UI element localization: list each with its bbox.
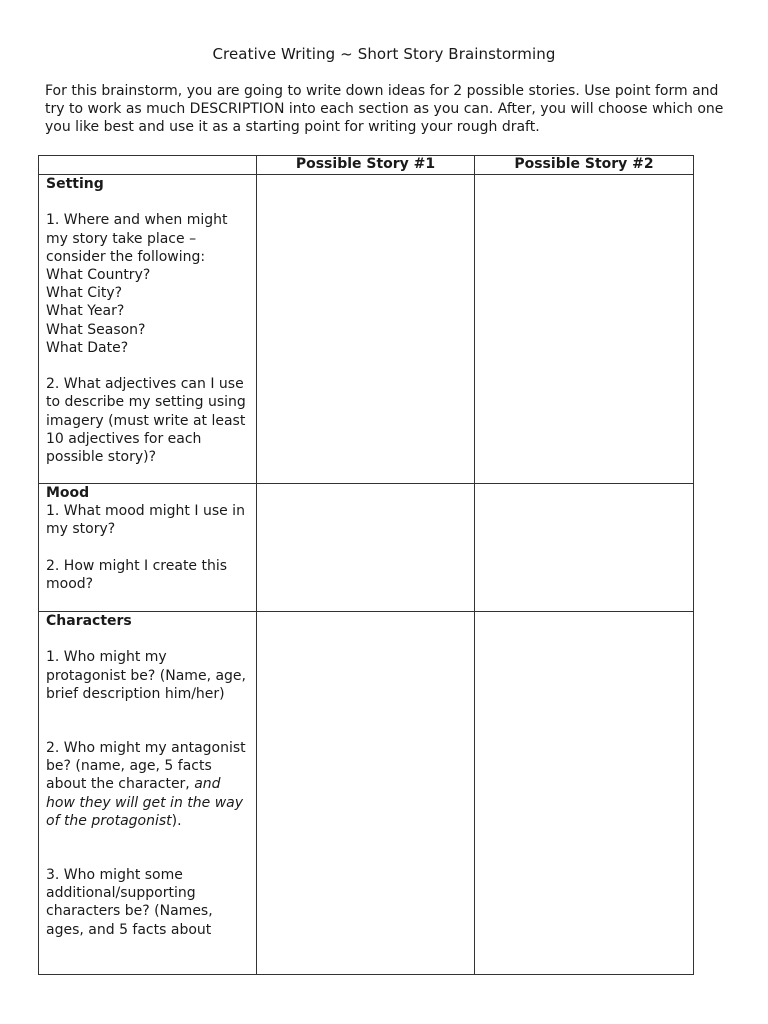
header-story-2: Possible Story #2	[475, 156, 694, 175]
mood-question-1: 1. What mood might I use in my story?	[46, 503, 245, 538]
brainstorm-table	[38, 155, 694, 975]
setting-list-item: What Season?	[46, 321, 146, 338]
mood-questions	[39, 484, 257, 612]
characters-question-2-italic: and how they will get in the way of the protagonist	[46, 776, 244, 829]
setting-question-2: 2. What adjectives can I use to describe my setting using imagery (must write at least 10 adjectives for each possible story)?	[46, 376, 246, 466]
table-header-row	[39, 156, 694, 175]
setting-question-1: 1. Where and when might my story take place – consider the following:	[46, 212, 228, 265]
document-title: Creative Writing ~ Short Story Brainstorming	[212, 45, 556, 63]
setting-row	[39, 175, 694, 484]
setting-list-item: What Country?	[46, 267, 151, 283]
intro-paragraph: For this brainstorm, you are going to write down ideas for 2 possible stories. Use point form and try to work as much DESCRIPTION into each section as you can. After, you will choose which one you like best and use it as a starting point for writing your rough draft.	[45, 83, 724, 135]
characters-story-1-cell[interactable]	[257, 612, 475, 975]
setting-list-item: What Year?	[46, 303, 125, 320]
setting-story-2-cell[interactable]	[475, 175, 694, 484]
characters-question-2-end: ).	[171, 812, 182, 829]
setting-story-1-cell[interactable]	[257, 175, 475, 484]
mood-question-2: 2. How might I create this mood?	[46, 557, 228, 592]
characters-question-3: 3. Who might some additional/supporting characters be? (Names, ages, and 5 facts about	[46, 867, 213, 938]
setting-list-item: What City?	[46, 285, 123, 302]
mood-story-2-cell[interactable]	[475, 484, 694, 612]
characters-title: Characters	[46, 613, 132, 629]
mood-story-1-cell[interactable]	[257, 484, 475, 612]
characters-question-1: 1. Who might my protagonist be? (Name, age, brief description him/her)	[46, 649, 246, 702]
characters-question-2-start: 2. Who might my antagonist be? (name, age, 5 facts about the character,	[46, 740, 246, 793]
header-story-1: Possible Story #1	[257, 156, 475, 175]
mood-row	[39, 484, 694, 612]
characters-row	[39, 612, 694, 975]
setting-list-item: What Date?	[46, 339, 129, 356]
mood-title: Mood	[46, 485, 90, 501]
setting-title: Setting	[46, 176, 104, 192]
characters-questions	[39, 612, 257, 975]
setting-questions	[39, 175, 257, 484]
characters-question-2	[46, 739, 250, 830]
header-blank	[39, 156, 257, 175]
characters-story-2-cell[interactable]	[475, 612, 694, 975]
